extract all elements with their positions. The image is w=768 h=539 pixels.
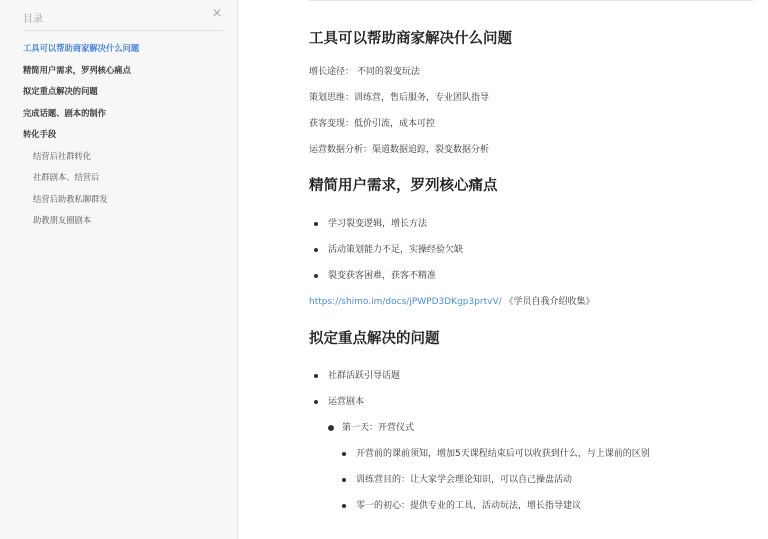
document-area — [239, 0, 768, 539]
sub-sub-list-item: 零一的初心：提供专业的工具，活动玩法，增长指导建议 — [356, 499, 759, 513]
toc-header — [23, 6, 223, 31]
toc-item[interactable]: 转化手段 — [23, 129, 57, 139]
toc-subitem[interactable]: 社群剧本、结营后 — [33, 172, 100, 182]
link-paragraph — [309, 295, 759, 309]
list-item: 运营剧本 — [328, 395, 759, 409]
toc-item[interactable]: 完成话题、剧本的制作 — [23, 107, 106, 118]
section-heading: 精简用户需求，罗列核心痛点 — [309, 178, 498, 194]
paragraph: 策划思维：训练营，售后服务，专业团队指导 — [309, 93, 490, 103]
list-item: 活动策划能力不足，实操经验欠缺 — [328, 243, 759, 257]
link-suffix: 《学员自我介绍收集》 — [501, 297, 595, 307]
paragraph: 运营数据分析：渠道数据追踪，裂变数据分析 — [309, 145, 490, 155]
list-item: 学习裂变逻辑，增长方法 — [328, 217, 759, 231]
toc-subitem[interactable]: 结营后社群转化 — [33, 150, 92, 161]
list-item: 裂变获客困难，获客不精准 — [328, 269, 759, 283]
document-content — [309, 28, 759, 513]
toc-item[interactable]: 工具可以帮助商家解决什么问题 — [23, 43, 140, 53]
section-heading: 工具可以帮助商家解决什么问题 — [309, 31, 512, 47]
toc-list — [23, 40, 227, 234]
toc-item[interactable]: 精简用户需求，罗列核心痛点 — [23, 64, 131, 75]
toc-title: 目录 — [23, 14, 43, 25]
paragraph: 增长途径： 不同的裂变玩法 — [309, 67, 420, 77]
document-link[interactable]: https://shimo.im/docs/jPWPD3DKgp3prtvV/ — [309, 297, 502, 307]
sub-sub-list-item: 训练营目的：让大家学会理论知识，可以自己操盘活动 — [356, 473, 759, 487]
divider — [309, 0, 753, 1]
toc-sidebar — [0, 0, 238, 539]
close-icon[interactable]: × — [211, 6, 223, 21]
sub-list-item: 第一天：开营仪式 — [342, 421, 759, 435]
toc-item[interactable]: 拟定重点解决的问题 — [23, 86, 98, 96]
list-item: 社群活跃引导话题 — [328, 369, 759, 383]
toc-subitem[interactable]: 助教朋友圈剧本 — [33, 215, 92, 225]
paragraph: 获客变现：低价引流，成本可控 — [309, 119, 436, 129]
sub-sub-list-item: 开营前的课前须知，增加5天课程结束后可以收获到什么，与上课前的区别 — [356, 447, 759, 461]
toc-subitem[interactable]: 结营后助教私聊群发 — [33, 193, 108, 204]
section-heading: 拟定重点解决的问题 — [309, 331, 440, 347]
